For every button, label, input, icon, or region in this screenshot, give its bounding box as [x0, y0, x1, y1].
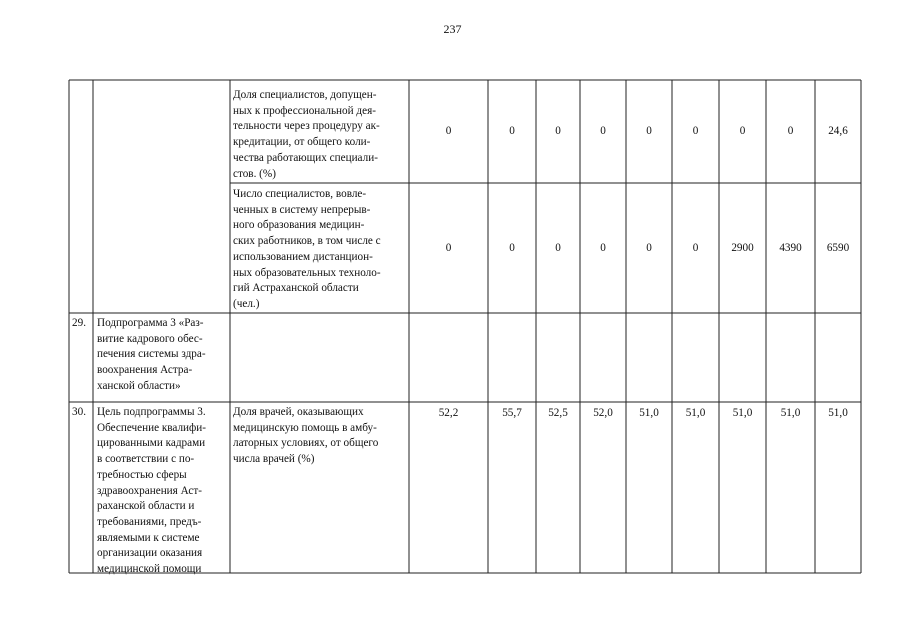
value-cell: 51,0 — [732, 407, 753, 419]
program-line: раханской области и — [97, 500, 195, 513]
indicator-line: кредитации, от общего коли- — [233, 136, 371, 149]
indicator-line: латорных условиях, от общего — [233, 437, 379, 450]
program-name — [97, 405, 227, 578]
value-cell: 52,0 — [593, 407, 613, 419]
value-cell: 0 — [787, 125, 794, 137]
indicator-text — [233, 88, 407, 182]
row-number: 29. — [72, 317, 86, 329]
value-cell: 6590 — [826, 242, 850, 254]
indicator-line: Доля специалистов, допущен- — [233, 89, 377, 101]
program-line: цированными кадрами — [97, 437, 206, 450]
value-cell: 0 — [555, 125, 561, 137]
indicator-line: тельности через процедуру ак- — [233, 120, 380, 133]
value-cell: 0 — [600, 125, 606, 137]
program-line: в соответствии с по- — [97, 453, 195, 466]
program-line: медицинской помощи — [97, 563, 202, 576]
row-number: 30. — [72, 406, 86, 418]
program-line: воохранения Астра- — [97, 364, 193, 377]
value-cell: 0 — [509, 125, 515, 137]
program-line: являемыми к системе — [97, 531, 200, 544]
value-cell: 0 — [600, 242, 606, 254]
indicator-line: числа врачей (%) — [233, 453, 315, 466]
value-cell: 0 — [555, 242, 561, 254]
indicator-line: ченных в систему непрерыв- — [233, 203, 371, 216]
indicator-line: стов. (%) — [233, 167, 276, 180]
value-cell: 0 — [445, 242, 452, 254]
program-line: Подпрограмма 3 «Раз- — [97, 317, 204, 329]
indicator-line: ных к профессиональной дея- — [233, 104, 376, 117]
value-cell: 0 — [739, 125, 746, 137]
indicator-line: (чел.) — [233, 297, 260, 310]
value-cell: 51,0 — [780, 407, 801, 419]
indicator-text — [233, 187, 407, 313]
program-name — [97, 316, 227, 395]
program-line: здравоохранения Аст- — [97, 484, 202, 497]
value-cell: 0 — [692, 242, 699, 254]
value-cell: 4390 — [779, 242, 802, 254]
indicator-line: использованием дистанцион- — [233, 250, 373, 263]
value-cell: 0 — [445, 125, 452, 137]
value-cell: 2900 — [731, 242, 754, 254]
indicator-line: чества работающих специали- — [233, 151, 378, 164]
program-line: организации оказания — [97, 547, 203, 560]
value-cell: 0 — [509, 242, 515, 254]
indicator-line: ных образовательных техноло- — [233, 266, 381, 279]
page-number: 237 — [443, 22, 462, 36]
indicator-line: Число специалистов, вовле- — [233, 188, 367, 200]
program-line: ханской области» — [97, 379, 181, 392]
value-cell: 51,0 — [828, 407, 848, 419]
value-cell: 0 — [692, 125, 699, 137]
value-cell: 52,2 — [438, 407, 459, 419]
value-cell: 0 — [646, 242, 652, 254]
indicator-line: Доля врачей, оказывающих — [233, 406, 364, 418]
program-line: требованиями, предъ- — [97, 515, 202, 528]
indicator-text — [233, 405, 407, 468]
program-line: требностью сферы — [97, 468, 187, 481]
value-cell: 0 — [646, 125, 652, 137]
value-cell: 55,7 — [502, 407, 522, 419]
indicator-line: медицинскую помощь в амбу- — [233, 421, 377, 434]
value-cell: 24,6 — [828, 125, 848, 137]
program-line: Обеспечение квалифи- — [97, 421, 207, 434]
value-cell: 52,5 — [548, 407, 568, 419]
program-line: Цель подпрограммы 3. — [97, 406, 206, 418]
program-line: витие кадрового обес- — [97, 332, 203, 345]
indicator-line: ских работников, в том числе с — [233, 235, 381, 248]
program-line: печения системы здра- — [97, 348, 206, 361]
value-cell: 51,0 — [685, 407, 706, 419]
indicator-line: гий Астраханской области — [233, 282, 359, 295]
value-cell: 51,0 — [639, 407, 659, 419]
indicator-line: ного образования медицин- — [233, 219, 365, 232]
